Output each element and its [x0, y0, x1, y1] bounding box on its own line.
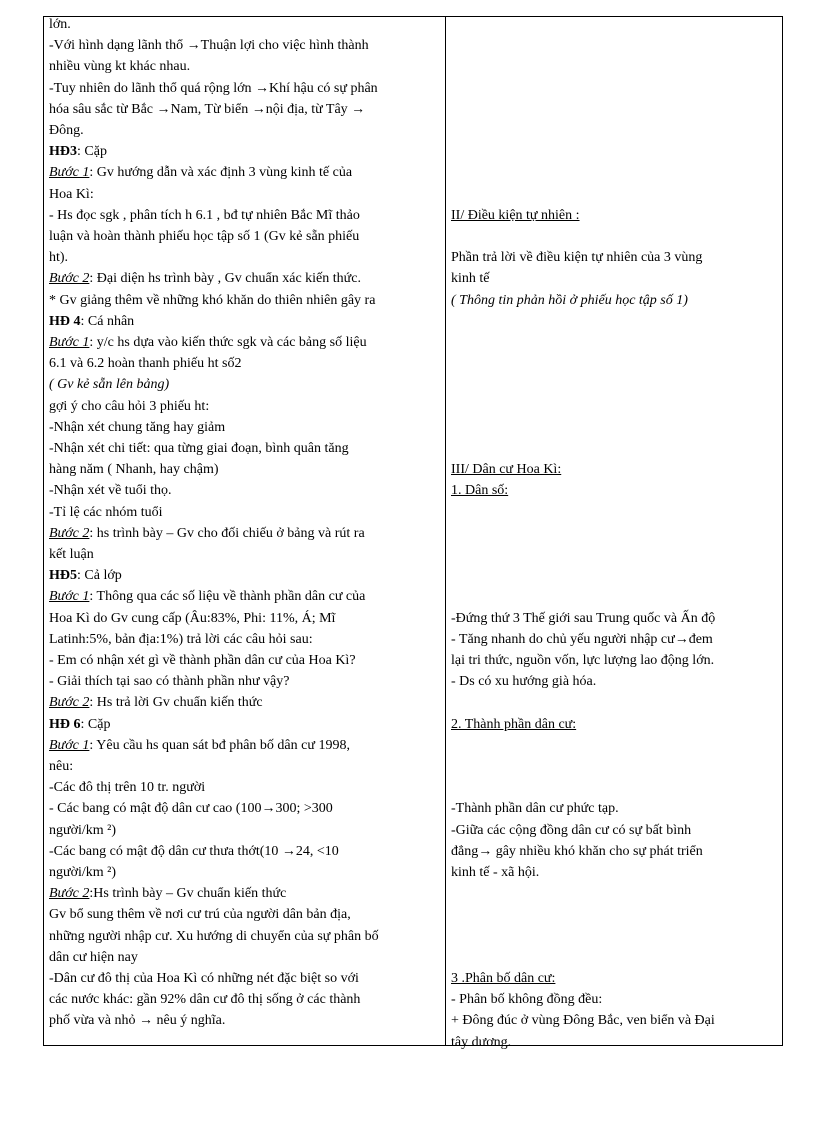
left-line — [49, 672, 289, 692]
left-line — [49, 418, 225, 438]
right-line: lại tri thức, nguồn vốn, lực lượng lao động lớn. — [451, 653, 715, 668]
right-line: - Phân bố không đồng đều: — [451, 992, 603, 1007]
right-line: Phần trả lời về điều kiện tự nhiên của 3 vùng — [451, 250, 703, 265]
line-text: Gv bổ sung thêm về nơi cư trú của người dân bản địa, — [49, 907, 351, 922]
line-text: hàng năm ( Nhanh, hay chậm) — [49, 462, 219, 477]
line-text: luận và hoàn thành phiếu học tập số 1 (Gv kẻ sẵn phiếu — [49, 229, 360, 244]
line-text: người/km ²) — [49, 823, 117, 838]
section-heading: III/ Dân cư Hoa Kì: — [451, 462, 562, 477]
step-label: Bước 1 — [49, 738, 90, 753]
section-heading: II/ Điều kiện tự nhiên : — [451, 208, 580, 223]
section-heading: 3 .Phân bố dân cư: — [451, 971, 556, 986]
left-line — [49, 163, 352, 183]
left-line — [49, 545, 94, 565]
line-text: : hs trình bày – Gv cho đối chiếu ở bảng và rút ra — [89, 526, 365, 541]
left-line — [49, 1011, 225, 1031]
left-line — [49, 333, 367, 353]
activity-label: HĐ3 — [49, 144, 77, 159]
left-line — [49, 609, 335, 629]
line-text: dân cư hiện nay — [49, 950, 138, 965]
line-text: Hoa Kì do Gv cung cấp (Âu:83%, Phi: 11%, Á; Mĩ — [49, 611, 336, 626]
activity-label: HĐ 4 — [49, 314, 81, 329]
left-line — [49, 227, 359, 247]
left-line — [49, 375, 169, 395]
line-text: nhiều vùng kt khác nhau. — [49, 59, 191, 74]
line-text: -Các bang có mật độ dân cư thưa thớt(10 →24, <10 — [49, 844, 339, 859]
left-line — [49, 884, 286, 904]
line-text: ht). — [49, 250, 69, 265]
activity-label: HĐ 6 — [49, 717, 81, 732]
right-line: kinh tế - xã hội. — [451, 865, 540, 880]
left-line — [49, 778, 205, 798]
line-text: : Cặp — [77, 144, 107, 159]
left-line — [49, 269, 361, 289]
step-label: Bước 1 — [49, 335, 90, 350]
line-text: : Hs trả lời Gv chuẩn kiến thức — [89, 695, 263, 710]
line-text: những người nhập cư. Xu hướng di chuyển của sự phân bố — [49, 929, 379, 944]
right-line: -Thành phần dân cư phức tạp. — [451, 801, 619, 816]
left-line — [49, 715, 110, 735]
left-line — [49, 142, 107, 162]
line-text: : Yêu cầu hs quan sát bđ phân bố dân cư 1998, — [89, 738, 350, 753]
column-divider — [445, 17, 446, 1045]
activity-label: HĐ5 — [49, 568, 77, 583]
left-line — [49, 185, 94, 205]
line-text: nêu: — [49, 759, 74, 774]
line-text: -Nhận xét về tuổi thọ. — [49, 483, 172, 498]
line-text: -Dân cư đô thị của Hoa Kì có những nét đặc biệt so với — [49, 971, 359, 986]
left-line — [49, 651, 356, 671]
left-line — [49, 354, 241, 374]
line-text: ( Gv kẻ sẵn lên bảng) — [49, 377, 170, 392]
left-line — [49, 248, 68, 268]
step-label: Bước 2 — [49, 526, 90, 541]
line-text: : Gv hướng dẫn và xác định 3 vùng kinh tế của — [89, 165, 353, 180]
line-text: : Cả lớp — [77, 568, 122, 583]
line-text: 6.1 và 6.2 hoàn thanh phiếu ht số2 — [49, 356, 242, 371]
right-line: -Giữa các cộng đồng dân cư có sự bất bình — [451, 823, 692, 838]
left-line — [49, 524, 365, 544]
left-line — [49, 566, 122, 586]
line-text: -Tỉ lệ các nhóm tuổi — [49, 505, 163, 520]
line-text: hóa sâu sắc từ Bắc →Nam, Từ biển →nội địa, từ Tây → — [49, 102, 366, 117]
line-text: gợi ý cho câu hỏi 3 phiếu ht: — [49, 399, 210, 414]
left-line — [49, 757, 73, 777]
line-text: -Tuy nhiên do lãnh thổ quá rộng lớn →Khí hậu có sự phân — [49, 81, 378, 96]
step-label: Bước 1 — [49, 165, 90, 180]
step-label: Bước 2 — [49, 271, 90, 286]
line-text: - Các bang có mật độ dân cư cao (100→300; >300 — [49, 801, 333, 816]
line-text: các nước khác: gần 92% dân cư đô thị sống ở các thành — [49, 992, 361, 1007]
left-line — [49, 15, 71, 35]
line-text: kết luận — [49, 547, 94, 562]
left-line — [49, 481, 171, 501]
step-label: Bước 2 — [49, 695, 90, 710]
right-line: đẳng→ gây nhiều khó khăn cho sự phát triển — [451, 844, 703, 859]
left-line — [49, 100, 365, 120]
line-text: : Cặp — [80, 717, 111, 732]
left-line — [49, 948, 138, 968]
line-text: - Giải thích tại sao có thành phần như vậy? — [49, 674, 290, 689]
line-text: -Với hình dạng lãnh thổ →Thuận lợi cho việc hình thành — [49, 38, 369, 53]
left-line — [49, 312, 134, 332]
left-line — [49, 460, 219, 480]
left-line — [49, 736, 350, 756]
line-text: phố vừa và nhỏ → nêu ý nghĩa. — [49, 1013, 226, 1028]
line-text: : y/c hs dựa vào kiến thức sgk và các bảng số liệu — [89, 335, 367, 350]
left-line — [49, 693, 263, 713]
right-line: kinh tế — [451, 271, 490, 286]
left-line — [49, 587, 365, 607]
left-line — [49, 842, 339, 862]
line-text: -Nhận xét chung tăng hay giảm — [49, 420, 226, 435]
line-text: : Đại diện hs trình bày , Gv chuẩn xác kiến thức. — [89, 271, 361, 286]
left-line — [49, 79, 378, 99]
left-line — [49, 821, 116, 841]
line-text: - Hs đọc sgk , phân tích h 6.1 , bđ tự nhiên Bắc Mĩ thảo — [49, 208, 360, 223]
left-line — [49, 121, 84, 141]
line-text: - Em có nhận xét gì về thành phần dân cư của Hoa Kì? — [49, 653, 356, 668]
left-line — [49, 927, 379, 947]
left-line — [49, 439, 349, 459]
line-text: * Gv giảng thêm về những khó khăn do thiên nhiên gây ra — [49, 293, 376, 308]
left-line — [49, 990, 360, 1010]
left-line — [49, 36, 369, 56]
line-text: -Các đô thị trên 10 tr. người — [49, 780, 206, 795]
line-text: Latinh:5%, bản địa:1%) trả lời các câu hỏi sau: — [49, 632, 313, 647]
line-text: Đông. — [49, 123, 84, 138]
right-line: - Ds có xu hướng già hóa. — [451, 674, 597, 689]
right-line: -Đứng thứ 3 Thế giới sau Trung quốc và Ấn độ — [451, 611, 716, 626]
left-line — [49, 291, 375, 311]
step-label: Bước 2 — [49, 886, 90, 901]
line-text: lớn. — [49, 17, 71, 32]
content-table — [43, 16, 783, 1050]
line-text: : Cá nhân — [80, 314, 135, 329]
section-heading: 1. Dân số: — [451, 483, 509, 498]
left-line — [49, 503, 163, 523]
left-line — [49, 206, 360, 226]
left-line — [49, 57, 190, 77]
left-line — [49, 969, 359, 989]
section-heading: 2. Thành phần dân cư: — [451, 717, 577, 732]
line-text: Hoa Kì: — [49, 187, 94, 202]
left-line — [49, 863, 116, 883]
left-line — [49, 799, 333, 819]
right-line: ( Thông tin phản hồi ở phiếu học tập số 1) — [451, 293, 688, 308]
line-text: :Hs trình bày – Gv chuẩn kiến thức — [89, 886, 287, 901]
left-line — [49, 630, 313, 650]
right-line: tây dương. — [451, 1035, 512, 1050]
step-label: Bước 1 — [49, 589, 90, 604]
right-line: + Đông đúc ở vùng Đông Bắc, ven biển và Đại — [451, 1013, 715, 1028]
left-line — [49, 905, 351, 925]
line-text: : Thông qua các số liệu về thành phần dân cư của — [89, 589, 366, 604]
right-line: - Tăng nhanh do chủ yếu người nhập cư→đem — [451, 632, 713, 647]
line-text: người/km ²) — [49, 865, 117, 880]
line-text: -Nhận xét chi tiết: qua từng giai đoạn, bình quân tăng — [49, 441, 349, 456]
left-line — [49, 397, 209, 417]
